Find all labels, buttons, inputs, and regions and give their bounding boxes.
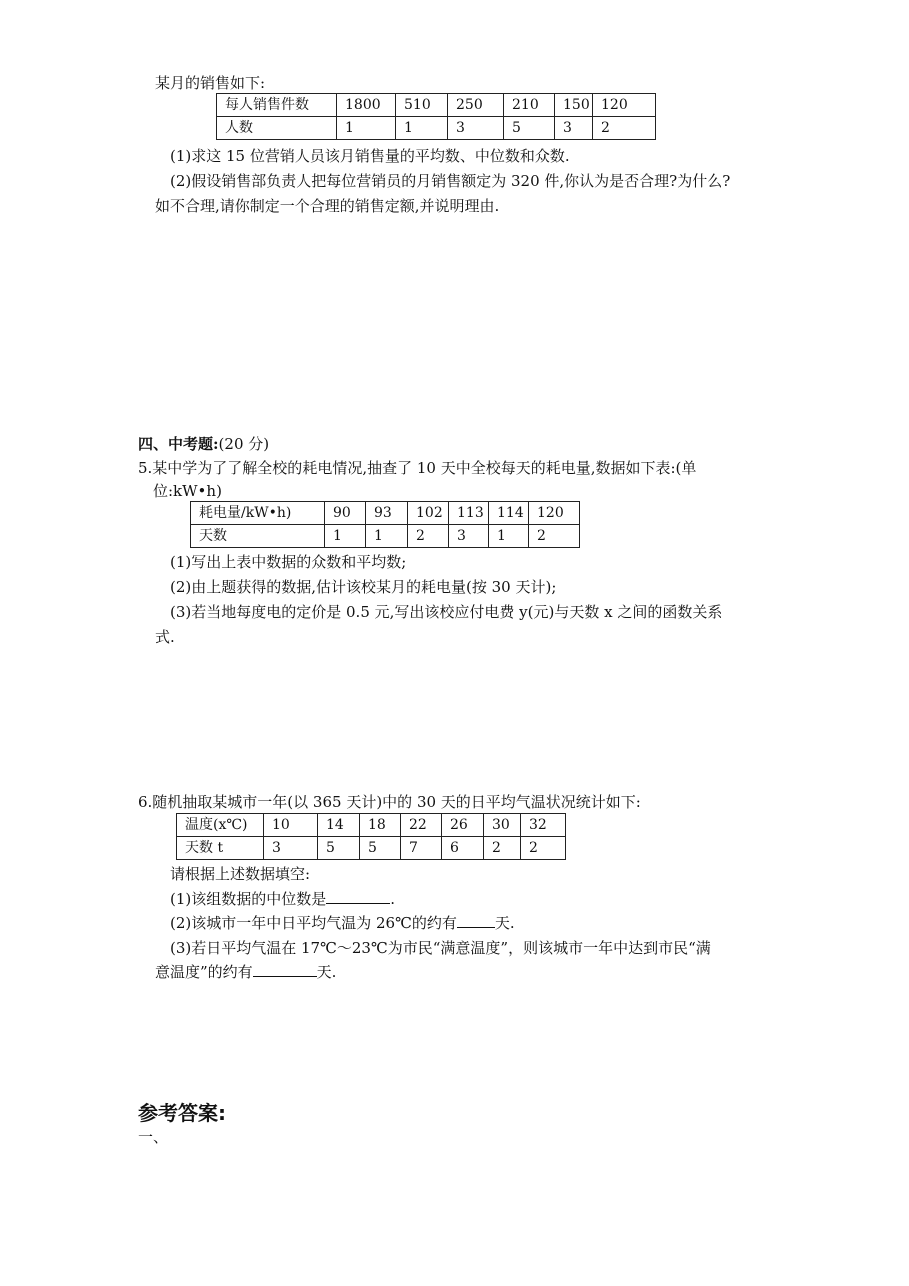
table-cell: 3 <box>449 525 489 548</box>
table-cell: 天数 <box>191 525 325 548</box>
table-cell: 1 <box>337 117 396 140</box>
section-4-heading <box>138 433 269 454</box>
question-6-part-1-end: . <box>390 890 396 908</box>
question-6-part-3-end: 天. <box>316 963 337 981</box>
table-cell: 30 <box>484 814 521 837</box>
table-cell: 1 <box>489 525 529 548</box>
table-cell: 510 <box>396 94 448 117</box>
question-6-part-2-end: 天. <box>494 914 515 932</box>
table-cell: 3 <box>555 117 593 140</box>
question-6-prompt: 请根据上述数据填空: <box>170 865 311 883</box>
table-cell: 93 <box>366 502 408 525</box>
table-cell: 温度(x℃) <box>177 814 264 837</box>
question-6-part-2 <box>170 913 515 933</box>
table-cell: 210 <box>504 94 555 117</box>
table-cell: 18 <box>360 814 401 837</box>
table-cell: 1800 <box>337 94 396 117</box>
table-row <box>191 525 580 548</box>
temperature-table <box>176 813 566 860</box>
question-4-part-2-line-1: (2)假设销售部负责人把每位营销员的月销售额定为 320 件,你认为是否合理?为什么? <box>170 172 731 190</box>
table-cell: 114 <box>489 502 529 525</box>
answer-blank[interactable] <box>253 962 317 977</box>
question-5-line-1: 5.某中学为了了解全校的耗电情况,抽查了 10 天中全校每天的耗电量,数据如下表:(单 <box>138 459 697 477</box>
table-row <box>217 117 656 140</box>
table-row <box>191 502 580 525</box>
table-cell: 3 <box>264 837 318 860</box>
table-cell: 90 <box>325 502 366 525</box>
table-cell: 113 <box>449 502 489 525</box>
table-cell: 2 <box>529 525 580 548</box>
table-cell: 150 <box>555 94 593 117</box>
answer-blank[interactable] <box>457 913 495 928</box>
question-5-part-1: (1)写出上表中数据的众数和平均数; <box>170 553 407 571</box>
question-4-part-2-line-2: 如不合理,请你制定一个合理的销售定额,并说明理由. <box>155 197 500 215</box>
section-4-title: 四、中考题: <box>138 435 219 453</box>
question-4-part-1: (1)求这 15 位营销人员该月销售量的平均数、中位数和众数. <box>170 147 570 165</box>
answers-section-one: 一、 <box>138 1128 169 1146</box>
table-cell: 2 <box>484 837 521 860</box>
table-cell: 1 <box>366 525 408 548</box>
table-cell: 26 <box>442 814 484 837</box>
question-6-part-1 <box>170 889 395 909</box>
table-cell: 2 <box>521 837 566 860</box>
table-cell: 250 <box>448 94 504 117</box>
table-cell: 5 <box>318 837 360 860</box>
table-cell: 14 <box>318 814 360 837</box>
table-cell: 5 <box>360 837 401 860</box>
table-cell: 2 <box>408 525 449 548</box>
table-cell: 每人销售件数 <box>217 94 337 117</box>
sales-table <box>216 93 656 140</box>
table-cell: 6 <box>442 837 484 860</box>
table-cell: 1 <box>325 525 366 548</box>
question-5-part-2: (2)由上题获得的数据,估计该校某月的耗电量(按 30 天计); <box>170 578 557 596</box>
table-cell: 2 <box>593 117 656 140</box>
intro-text: 某月的销售如下: <box>155 74 266 92</box>
electricity-table <box>190 501 580 548</box>
question-6-part-2-text: (2)该城市一年中日平均气温为 26℃的约有 <box>170 914 457 932</box>
answers-title: 参考答案: <box>138 1101 226 1125</box>
question-5-line-2: 位:kW•h) <box>153 482 222 500</box>
question-5-part-3-line-1: (3)若当地每度电的定价是 0.5 元,写出该校应付电费 y(元)与天数 x 之间的函数关系 <box>170 603 723 621</box>
table-cell: 32 <box>521 814 566 837</box>
table-row <box>217 94 656 117</box>
table-cell: 7 <box>401 837 442 860</box>
question-6-part-3-text: 意温度”的约有 <box>155 963 253 981</box>
table-row <box>177 837 566 860</box>
table-cell: 120 <box>593 94 656 117</box>
question-5-part-3-line-2: 式. <box>155 628 175 646</box>
table-cell: 5 <box>504 117 555 140</box>
table-cell: 耗电量/kW•h) <box>191 502 325 525</box>
question-6-part-3-line-2 <box>155 962 336 982</box>
table-cell: 天数 t <box>177 837 264 860</box>
question-6-part-3-line-1: (3)若日平均气温在 17℃～23℃为市民“满意温度”，则该城市一年中达到市民“满 <box>170 939 711 957</box>
question-6-part-1-text: (1)该组数据的中位数是 <box>170 890 327 908</box>
question-6-line-1: 6.随机抽取某城市一年(以 365 天计)中的 30 天的日平均气温状况统计如下: <box>138 793 641 811</box>
section-4-score: (20 分) <box>218 435 270 453</box>
table-cell: 3 <box>448 117 504 140</box>
table-cell: 120 <box>529 502 580 525</box>
table-cell: 1 <box>396 117 448 140</box>
answer-blank[interactable] <box>326 889 390 904</box>
table-row <box>177 814 566 837</box>
table-cell: 10 <box>264 814 318 837</box>
table-cell: 102 <box>408 502 449 525</box>
table-cell: 22 <box>401 814 442 837</box>
table-cell: 人数 <box>217 117 337 140</box>
